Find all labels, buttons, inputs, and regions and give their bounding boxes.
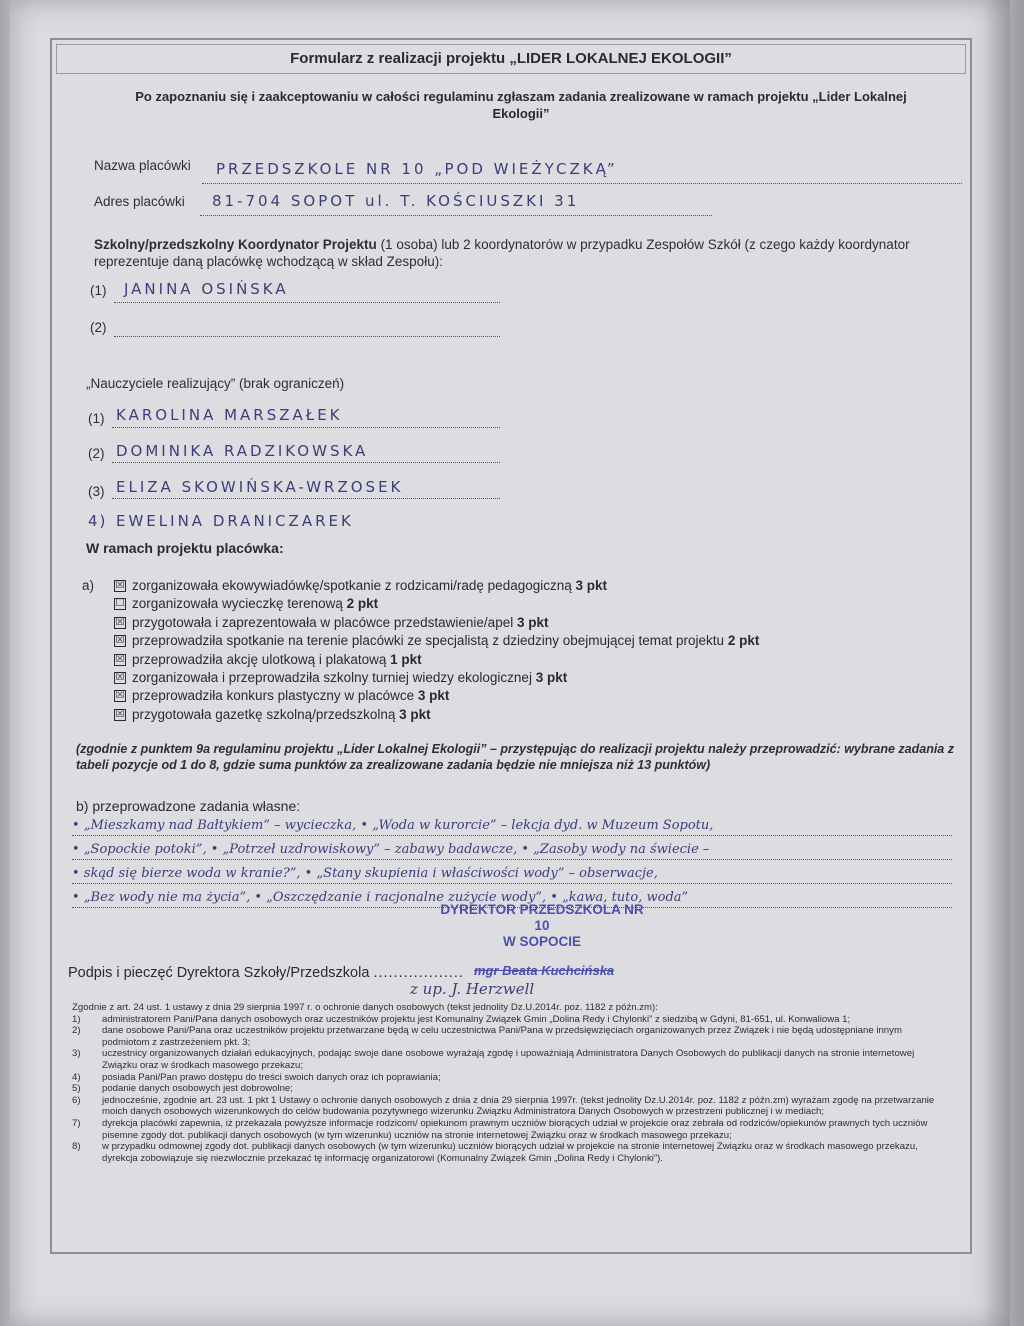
page-edge-shadow xyxy=(984,0,1010,1326)
teachers-heading: „Nauczyciele realizujący” (brak ograniczeń) xyxy=(86,376,345,391)
task-checkbox[interactable]: ☒ xyxy=(115,616,125,628)
signature-label: Podpis i pieczęć Dyrektora Szkoły/Przedszkola .................. xyxy=(68,965,464,981)
teacher-1-label: (1) xyxy=(88,411,105,426)
task-points: 3 pkt xyxy=(516,614,549,630)
task-points: 2 pkt xyxy=(727,633,760,649)
teacher-1-dotted-line xyxy=(112,427,500,428)
task-points: 2 pkt xyxy=(346,596,379,612)
task-label: przygotowała gazetkę szkolną/przedszkolną xyxy=(132,706,400,722)
tasks-marker: a) xyxy=(82,578,95,593)
task-checkbox[interactable]: ☐ xyxy=(115,598,125,610)
own-task-line: • skąd się bierze woda w kranie?”, • „Stany skupienia i właściwości wody” – obserwacje, xyxy=(72,864,952,884)
gdpr-intro: Zgodnie z art. 24 ust. 1 ustawy z dnia 29 sierpnia 1997 r. o ochronie danych osobowych (tekst jednolity Dz.U.2014r. poz. 1182 z późn.zm): xyxy=(72,1002,658,1013)
teacher-2-label: (2) xyxy=(88,446,105,461)
task-points: 3 pkt xyxy=(399,706,431,722)
coordinator-2-label: (2) xyxy=(90,320,107,335)
own-tasks-heading: b) przeprowadzone zadania własne: xyxy=(76,798,301,814)
gdpr-item: 6) jednocześnie, zgodnie art. 23 ust. 1 pkt 1 Ustawy o ochronie danych osobowych z dnia z dnia 29 sierpnia 1997r. (tekst jednolity Dz.U.2014r. poz. 1182 z późn.zm) wyrażam zgodę na przetwarzanie moich danych osobowych wizerunkowych do celów budowania pozytywnego wizerunku Związku Administratora Danych Osobowych w przestrzeni publicznej i w mediach; xyxy=(72,1094,935,1118)
stamp-line-2: W SOPOCIE xyxy=(502,934,581,949)
task-checkbox[interactable]: ☒ xyxy=(115,580,125,591)
address-label: Adres placówki xyxy=(94,194,185,209)
name-value: PRZEDSZKOLE NR 10 „POD WIEŻYCZKĄ” xyxy=(216,160,618,178)
task-label: zorganizowała i przeprowadziła szkolny turniej wiedzy ekologicznej xyxy=(132,669,536,685)
form-title: Formularz z realizacji projektu „LIDER LOKALNEJ EKOLOGII” xyxy=(56,44,966,74)
form-frame xyxy=(50,38,972,1254)
form-intro: Po zapoznaniu się i zaakceptowaniu w całości regulaminu zgłaszam zadania zrealizowane w ramach projektu „Lider Lokalnej Ekologii” xyxy=(135,89,907,121)
director-stamp xyxy=(432,902,652,950)
task-points: 1 pkt xyxy=(390,651,422,667)
teacher-3-label: (3) xyxy=(88,484,105,499)
regulation-note: (zgodnie z punktem 9a regulaminu projektu „Lider Lokalnej Ekologii” – przystępując do realizacji projektu należy przeprowadzić: wybrane zadania z tabeli pozycje od 1 do 8, gdzie suma punktów za zrealizowane zadania będzie nie mniejsza niż 13 punktów) xyxy=(76,742,954,772)
task-checkbox[interactable]: ☒ xyxy=(115,708,125,720)
task-points: 3 pkt xyxy=(575,578,608,593)
task-checkbox[interactable]: ☒ xyxy=(115,671,125,683)
task-checkbox[interactable]: ☒ xyxy=(115,635,125,647)
name-dotted-line xyxy=(202,183,962,184)
task-label: przygotowała i zaprezentowała w placówce przedstawienie/apel xyxy=(132,614,517,630)
teacher-2-dotted-line xyxy=(112,462,500,463)
name-label: Nazwa placówki xyxy=(94,158,191,173)
gdpr-item: 3) uczestnicy organizowanych działań edukacyjnych, podając swoje dane osobowe wyrażają zgodę i upoważniają Administratora Danych Osobowych do publikacji danych na stronie internetowej Związku oraz w środkach masowego przekazu; xyxy=(72,1048,915,1071)
own-task-line: • „Bez wody nie ma życia”, • „Oszczędzanie i racjonalne zużycie wody”, • „kawa, tuto, woda” xyxy=(72,888,952,908)
teacher-4-value: EWELINA DRANICZAREK xyxy=(116,512,354,530)
teacher-2-value: DOMINIKA RADZIKOWSKA xyxy=(116,442,369,460)
tasks-heading: W ramach projektu placówka: xyxy=(86,540,284,556)
address-value: 81-704 SOPOT ul. T. KOŚCIUSZKI 31 xyxy=(212,192,580,210)
stamp-line-1: DYREKTOR PRZEDSZKOLA NR 10 xyxy=(440,902,644,933)
gdpr-item: 7) dyrekcja placówki zapewnia, iż przekazała powyższe informacje rodzicom/ opiekunom prawnym uczniów biorących udział w projekcie oraz zebrała od rodziców/opiekunów prawnych tych uczniów pisemne zgody dot. publikacji danych osobowych (w tym wizerunku) uczniów na stronie internetowej Związku oraz w środkach masowego przekazu; xyxy=(72,1117,928,1141)
own-task-line: • „Sopockie potoki”, • „Potrzeł uzdrowiskowy” – zabawy badawcze, • „Zasoby wody na świecie – xyxy=(72,840,952,860)
coordinator-description: Szkolny/przedszkolny Koordynator Projektu (1 osoba) lub 2 koordynatorów w przypadku Zespołów Szkół (z czego każdy koordynator reprezentuje daną placówkę wchodzącą w skład Zespołu): xyxy=(94,237,910,269)
coordinator-1-dotted-line xyxy=(114,302,500,303)
own-task-line: • „Mieszkamy nad Bałtykiem” – wycieczka, • „Woda w kurorcie” – lekcja dyd. w Muzeum Sopotu, xyxy=(72,816,952,836)
gdpr-item: 2) dane osobowe Pani/Pana oraz uczestników projektu przetwarzane będą w celu uczestnictwa Pani/Pana w przedsięwzięciach organizowanych przez Związek i nie będą udostępniane innym podmiotom z zastrzeżeniem pkt. 3; xyxy=(72,1025,902,1048)
paper-sheet xyxy=(10,0,1010,1326)
task-label: zorganizowała ekowywiadówkę/spotkanie z rodzicami/radę pedagogiczną xyxy=(132,578,576,593)
gdpr-item: 4) posiada Pani/Pan prawo dostępu do treści swoich danych oraz ich poprawiania; xyxy=(72,1071,441,1083)
address-dotted-line xyxy=(200,215,712,216)
gdpr-item: 5) podanie danych osobowych jest dobrowolne; xyxy=(72,1083,293,1095)
task-points: 3 pkt xyxy=(535,669,568,685)
handwritten-signature: z up. J. Herzwell xyxy=(410,980,535,998)
teacher-1-value: KAROLINA MARSZAŁEK xyxy=(116,406,343,424)
teacher-4-label: 4) xyxy=(88,512,108,530)
gdpr-item: 8) w przypadku odmownej zgody dot. publikacji danych osobowych (w tym wizerunku) uczniów biorących udział w projekcie na stronie internetowej Związku oraz w środkach masowego przekazu, dyrekcja zobowiązuje się niezwłocznie przekazać tę informację organizatorowi (Komunalny Związek Gmin „Dolina Redy i Chylonki”). xyxy=(72,1141,918,1164)
gdpr-clause xyxy=(72,1002,952,1164)
task-points: 3 pkt xyxy=(417,688,450,704)
task-label: przeprowadziła akcję ulotkową i plakatową xyxy=(132,651,391,667)
task-label: zorganizowała wycieczkę terenową xyxy=(132,596,347,612)
gdpr-item: 1) administratorem Pani/Pana danych osobowych oraz uczestników projektu jest Komunalny Związek Gmin „Dolina Redy i Chylonki” z siedzibą w Gdyni, 81-651, ul. Konwaliowa 1; xyxy=(72,1013,851,1025)
task-label: przeprowadziła konkurs plastyczny w placówce xyxy=(132,688,418,704)
task-checkbox[interactable]: ☒ xyxy=(115,690,125,702)
coordinator-1-label: (1) xyxy=(90,283,107,298)
signature-name-stamp: mgr Beata Kuchcińska xyxy=(474,963,615,978)
task-label: przeprowadziła spotkanie na terenie placówki ze specjalistą z dziedziny obejmującej temat projektu xyxy=(132,633,728,649)
task-checkbox[interactable]: ☒ xyxy=(115,653,125,665)
coordinator-2-dotted-line xyxy=(114,336,500,337)
coordinator-1-value: JANINA OSIŃSKA xyxy=(124,280,289,298)
teacher-3-value: ELIZA SKOWIŃSKA-WRZOSEK xyxy=(116,478,404,496)
teacher-3-dotted-line xyxy=(112,498,500,499)
